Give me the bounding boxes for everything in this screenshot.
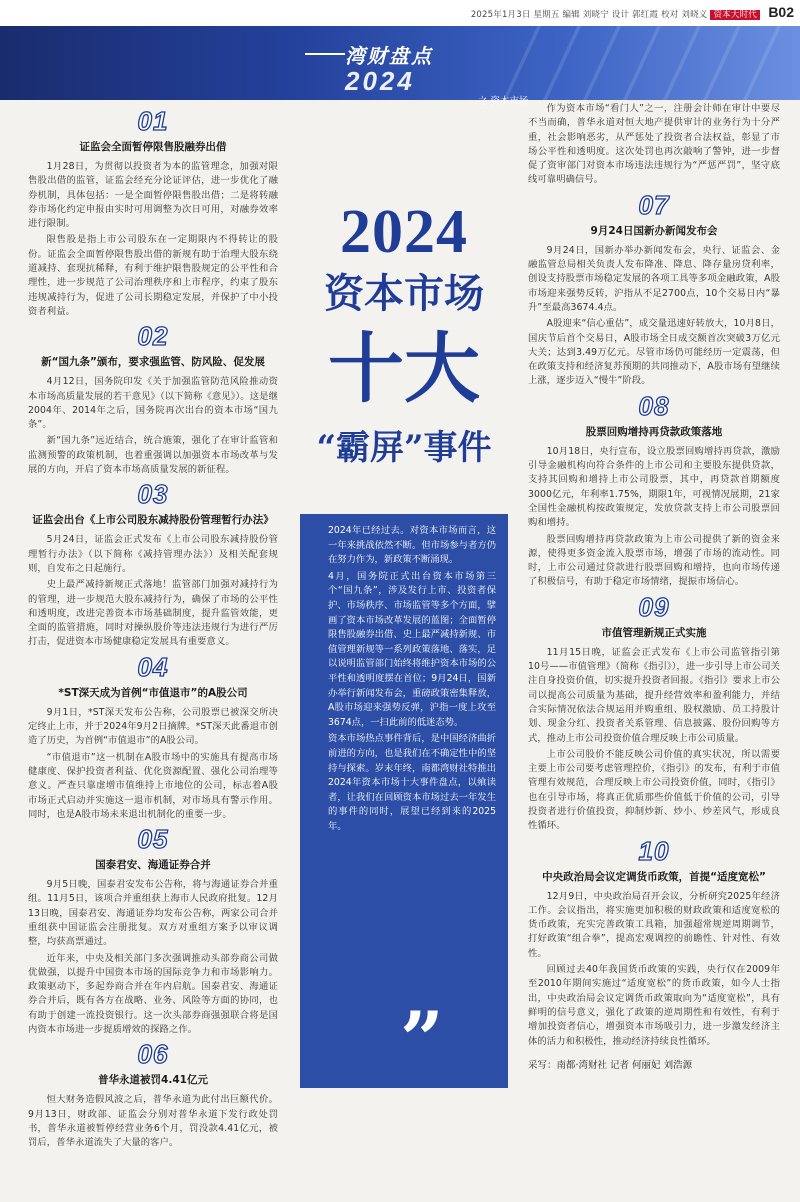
event-paragraph: 9月5日晚，国泰君安发布公告称，将与海通证券合并重组。11月5日，该项合并重组获上海市人民政府批复。12月13日晚，国泰君安、海通证券均发布公告称，两家公司合并重组获中国证监会注册批复。双方对重组方案予以审议调整，均获高票通过。 (28, 879, 278, 948)
event-title: 证监会全面暂停限售股融券出借 (79, 141, 227, 153)
event-01 (28, 108, 278, 319)
event-04 (28, 651, 278, 822)
event-number: 06 (137, 1039, 169, 1070)
headline-line3: “霸屏”事件 (316, 428, 492, 468)
banner-stripe (663, 26, 702, 100)
top-strip (0, 0, 800, 26)
intro-paragraph: 4月，国务院正式出台资本市场第三个“国九条”，涉及发行上市、投资者保护、市场秩序、市场监管等多个方面，擘画了资本市场改革发展的蓝图；全面暂停限售股融券出借、史上最严减持新规、市值管理新规等一系列政策落地、落实，足以说明监管部门始终将维护资本市场的公平性和透明度摆在首位；9月24日，国新办举行新闻发布会，重磅政策密集释放，A股市场迎来强势反弹，沪指一度上攻至3674点，一扫此前的低迷态势。 (328, 570, 496, 728)
quote-mark-icon: ” (400, 995, 444, 1084)
event-paragraph: 1月28日，为贯彻以投资者为本的监管理念，加强对限售股出借的监管，证监会经充分论证评估，进一步优化了融券机制，具体包括：一是全面暂停限售股出借；二是将转融券市场化约定申报由实时可用调整为次日可用，对融券效率进行限制。 (28, 161, 278, 230)
banner-stripe (503, 26, 542, 100)
edition-tag: 资本大时代 (710, 10, 760, 20)
column-subtitle: 之 资本市场 (478, 96, 529, 107)
event-title: 证监会出台《上市公司股东减持股份管理暂行办法》 (32, 514, 274, 527)
intro-paragraph: 资本市场热点事件背后，是中国经济曲折前进的方向，也是我们在不确定性中的坚持与探索。岁末年终，南都湾财社特推出2024年资本市场十大事件盘点，以飨读者，让我们在回顾资本市场过去一年发生的事件的同时，展望已经到来的2025年。 (328, 733, 496, 832)
center-column (300, 104, 508, 469)
event-06-cont (528, 102, 780, 188)
event-paragraph: 9月24日，国新办举办新闻发布会，央行、证监会、金融监管总局相关负责人发布降准、降息、降存量房贷利率，创设支持股票市场稳定发展的各项工具等多项金融政策，A股市场迎来强势反转，沪指从不足2700点，10个交易日内“暴升”至最高3674.4点。 (528, 244, 780, 313)
header-banner (0, 26, 800, 107)
page-number: B02 (768, 4, 794, 20)
event-06-start (28, 1039, 278, 1149)
event-paragraph: 限售股是指上市公司股东在一定期限内不得转让的股份。证监会全面暂停限售股出借的新规有助于治理大股东绕道减持、套现抗稀释，有利于维护限售股规定的公平性和合理性，进一步规范了公司治理秩序和上市程序，约束了股东违规减持行为，促进了公司长期稳定发展，并保护了中小投资者利益。 (28, 234, 278, 317)
event-title: 9月24日国新办新闻发布会 (590, 224, 718, 237)
event-paragraph: 回顾过去40年我国货币政策的实践，央行仅在2009年至2010年期间实施过“适度宽松”的货币政策，如今人士指出，中央政治局会议定调货币政策取向为“适度宽松”，具有鲜明的信号意义，强化了政策的逆周期性和有效性，有利于增加投资者信心，增强资本市场吸引力，进一步激发经济主体的活力和积极性，推动经济持续良性循环。 (528, 964, 780, 1047)
event-paragraph: 4月12日，国务院印发《关于加强监管防范风险推动资本市场高质量发展的若干意见》（以下简称《意见》）。这是继2004年、2014年之后，国务院再次出台的资本市场“国九条”。 (28, 376, 278, 431)
event-title: 普华永道被罚4.41亿元 (98, 1074, 208, 1087)
right-column (528, 104, 780, 1071)
event-number: 01 (137, 106, 169, 136)
banner-stripe (703, 26, 742, 100)
headline-year: 2024 (340, 198, 468, 266)
event-10 (528, 835, 780, 1049)
headline-line1: 资本市场 (324, 270, 484, 317)
event-title: 新“国九条”颁布，要求强监管、防风险、促发展 (41, 356, 265, 369)
event-number: 10 (638, 835, 670, 866)
banner-stripe (543, 26, 582, 100)
banner-stripe (743, 26, 782, 100)
issue-meta-text: 2025年1月3日 星期五 编辑 刘晓宁 设计 郭红霞 校对 刘晓义 (470, 10, 708, 20)
event-paragraph: 上市公司股价不能反映公司价值的真实状况，所以需要主要上市公司要考虑管理控价，《指引》的发布，有利于市值管理有效规范，合理反映上市公司投资价值，同时，《指引》也在引导市场，将真正优质那些价值低于价值的公司，引导投资者进行价值投资，抑制炒新、炒小、炒差风气，形成良性循环。 (528, 748, 780, 832)
event-number: 09 (638, 591, 670, 622)
byline: 采写：南都·湾财社 记者 何丽妃 刘浩源 (528, 1059, 693, 1071)
headline-line2: 十大 (328, 324, 480, 413)
issue-meta (471, 8, 760, 20)
event-02 (28, 323, 278, 477)
event-paragraph: 近年来，中央及相关部门多次强调推动头部券商公司做优做强，以提升中国资本市场的国际竞争力和市场影响力。政策驱动下，多起券商合并在年内启航。国泰君安、海通证券合并后，既有各方在战略、业务、风险等方面的协同，也有助于创建一流投资银行。这一次头部券商强强联合将是国内资本市场进一步提质增效的探路之作。 (28, 952, 278, 1036)
event-paragraph: “市值退市”这一机制在A股市场中的实施具有提高市场健康度、保护投资者利益、优化资源配置、强化公司治理等意义。严查只靠虚增市值维持上市地位的公司，标志着A股市场正式启动并实施这一退市机制，对市场具有警示作用。同时，也是A股市场未来退出机制化的重要一步。 (28, 751, 278, 820)
event-number: 02 (137, 321, 169, 352)
logo-line (305, 53, 345, 55)
event-05 (28, 826, 278, 1037)
event-title: 中央政治局会议定调货币政策，首提“适度宽松” (542, 870, 766, 883)
event-number: 03 (137, 479, 169, 510)
banner-stripe (623, 26, 662, 100)
event-paragraph: 股票回购增持再贷款政策为上市公司提供了新的资金来源，使得更多资金流入股票市场，增强了市场的流动性。同时，上市公司通过贷款进行股票回购和增持，也向市场传递了积极信号，有助于稳定市场情绪，提振市场信心。 (528, 533, 780, 588)
column-logo-year: 2024 (345, 66, 415, 96)
column-logo-title: 湾财盘点 (345, 44, 433, 68)
event-number: 07 (638, 189, 670, 220)
banner-stripe (583, 26, 622, 100)
event-title: *ST深天成为首例“市值退市”的A股公司 (58, 686, 248, 699)
event-paragraph: 5月24日，证监会正式发布《上市公司股东减持股份管理暂行办法》（以下简称《减持管理办法》）及相关配套规则，自发布之日起施行。 (28, 534, 278, 574)
event-paragraph: 9月1日，*ST深天发布公告称，公司股票已被深交所决定终止上市，并于2024年9月2日摘牌。*ST深天此番退市创造了历史，为首例“市值退市”的A股公司。 (28, 706, 278, 747)
event-09 (528, 591, 780, 834)
left-column (28, 104, 278, 1149)
event-paragraph: 11月15日晚，证监会正式发布《上市公司监管指引第10号——市值管理》（简称《指引》），进一步引导上市公司关注自身投资价值，切实提升投资者回报。《指引》要求上市公司以提高公司质量为基础，提升经营效率和盈利能力，并结合实际情况依法合规运用并购重组、股权激励、员工持股计划、现金分红、投资者关系管理、信息披露、股份回购等方式，推动上市公司投资价值合理反映上市公司质量。 (528, 646, 780, 744)
intro-paragraph: 2024年已经过去。对资本市场而言，这一年来挑战依然不断。但市场参与者方仍在努力作为，新政策不断涌现。 (328, 525, 496, 566)
event-paragraph: 10月18日，央行宣布，设立股票回购增持再贷款，激励引导金融机构向符合条件的上市公司和主要股东提供贷款，支持其回购和增持上市公司股票，其中，再贷款首期额度3000亿元，年利率1.75%，期限1年，可视情况展期，21家全国性金融机构按政策规定，发放贷款支持上市公司股票回购和增持。 (528, 445, 780, 529)
event-08 (528, 390, 780, 590)
event-paragraph: 作为资本市场“看门人”之一，注册会计师在审计中要尽不当而确，普华永道对恒大地产提供审计的业务行为十分严重，社会影响恶劣，从严惩处了投资者合法权益，彰显了市场公平性和透明度。这次处罚也再次敲响了警钟，进一步督促了资审部门对资本市场违法违规行为“严惩严罚”，坚守底线可靠明确信号。 (528, 103, 780, 186)
event-number: 05 (137, 824, 169, 855)
event-03 (28, 481, 278, 649)
event-paragraph: A股迎来“信心重估”，成交量迅速好转放大，10月8日，国庆节后首个交易日，A股市场全日成交额首次突破3万亿元大关；达到3.49万亿元。尽管市场仍可能经历一定震荡，但在政策支持和经济复苏预期的共同推动下，A股市场有望继续上涨，逐步迈入“慢牛”阶段。 (528, 318, 780, 387)
event-number: 08 (638, 390, 670, 421)
event-title: 市值管理新规正式实施 (601, 626, 707, 639)
event-title: 国泰君安、海通证券合并 (95, 859, 211, 872)
event-07 (528, 189, 780, 389)
event-title: 股票回购增持再贷款政策落地 (585, 425, 723, 438)
event-paragraph: 12月9日，中央政治局召开会议，分析研究2025年经济工作。会议指出，将实施更加积极的财政政策和适度宽松的货币政策，充实完善政策工具箱，加强超常规逆周期调节，打好政策“组合拳”，提高宏观调控的前瞻性、针对性、有效性。 (528, 890, 780, 959)
event-paragraph: 恒大财务造假风波之后，普华永道为此付出巨额代价。9月13日，财政部、证监会分别对普华永道下发行政处罚书，普华永道被暂停经营业务6个月，罚没款4.41亿元，被罚后，普华永道流失了大量的客户。 (28, 1094, 278, 1149)
event-paragraph: 新“国九条”远近结合，统合施策，强化了在审计监管和监测预警的政策机制，也着重强调以加强资本市场改革与发展的方向，开启了资本市场高质量发展的新征程。 (28, 435, 278, 476)
event-paragraph: 史上最严减持新规正式落地！监管部门加强对减持行为的管理，进一步规范大股东减持行为，确保了市场的公平性和透明度，改进完善资本市场基础制度，提升监管效能，更全面的监管措施，同时对操纵股价等违法违规行为进行严厉打击，促进资本市场健康稳定发展具有重要意义。 (28, 579, 278, 648)
event-number: 04 (137, 651, 169, 682)
